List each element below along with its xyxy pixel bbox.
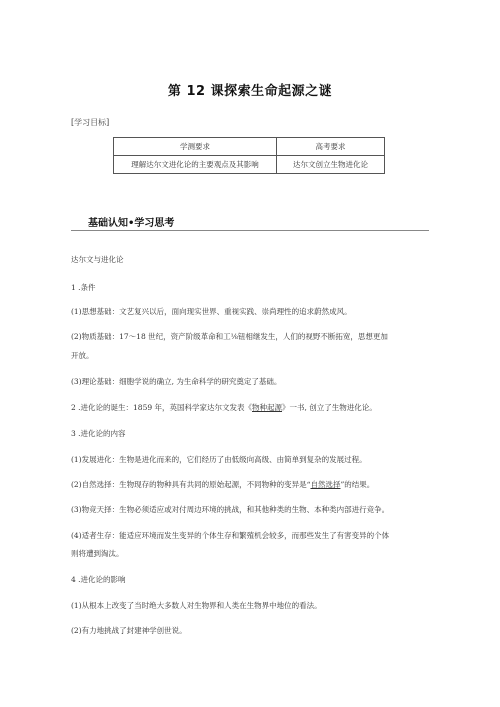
table-header-cell: 学测要求 bbox=[114, 138, 277, 156]
paragraph: (1)从根本上改变了当时绝大多数人对生物界和人类在生物界中地位的看法。 bbox=[71, 601, 322, 610]
page-title: 第 12 课探索生命起源之谜 bbox=[167, 84, 333, 99]
paragraph: 则将遭到淘汰。 bbox=[71, 549, 124, 558]
section-heading: 基础认知•学习思考 bbox=[88, 218, 175, 229]
key-term: 自然选择 bbox=[310, 480, 341, 489]
text-span: 2 .进化论的诞生：1859 年，英国科学家达尔文发表《 bbox=[71, 403, 253, 412]
paragraph: (3)理论基础：细胞学说的确立, 为生命科学的研究奠定了基础。 bbox=[71, 377, 282, 386]
book-title: 物种起源 bbox=[252, 403, 283, 412]
paragraph bbox=[71, 478, 433, 492]
requirements-table bbox=[113, 137, 385, 174]
item-heading: 4 .进化论的影响 bbox=[71, 575, 126, 584]
paragraph: (4)适者生存：能适应环境而发生变异的个体生存和繁殖机会较多，而那些发生了有害变异的个体 bbox=[71, 531, 390, 540]
item-heading bbox=[71, 401, 433, 415]
item-heading: 1 .条件 bbox=[71, 283, 96, 292]
table-cell: 达尔文创立生物进化论 bbox=[277, 156, 385, 174]
table-row bbox=[114, 156, 385, 174]
table-cell: 理解达尔文进化论的主要观点及其影响 bbox=[114, 156, 277, 174]
text-span: (2)自然选择：生物现存的物种具有共同的原始起源，不同物种的变异是“ bbox=[71, 480, 311, 489]
topic-heading: 达尔文与进化论 bbox=[71, 255, 124, 264]
learning-goal-label: [学习目标] bbox=[71, 118, 110, 127]
paragraph: (2)物质基础：17〜18 世纪，资产阶级革命和工⅛钮相继发生，人们的视野不断拓宽，思想更加 bbox=[71, 332, 388, 341]
text-span: ”的结果。 bbox=[340, 480, 375, 489]
paragraph: (1)思想基础：文艺复兴以后，面向现实世界、重视实践、崇尚理性的追求蔚然成风。 bbox=[71, 307, 352, 316]
section-divider bbox=[71, 230, 429, 231]
paragraph: (2)有力地挑战了封建神学创世说。 bbox=[71, 626, 187, 635]
paragraph: (1)发展进化：生物是进化而来的，它们经历了由低级向高级、由简单到复杂的发展过程。 bbox=[71, 455, 367, 464]
text-span: 》一书, 创立了生物进化论。 bbox=[282, 403, 377, 412]
paragraph: 开放。 bbox=[71, 351, 94, 360]
table-header-row bbox=[114, 138, 385, 156]
item-heading: 3 .进化论的内容 bbox=[71, 429, 126, 438]
table-header-cell: 高考要求 bbox=[277, 138, 385, 156]
paragraph: (3)物竞天择：生物必须适应或对付周边环境的挑战，和其他种类的生物、本种类内部进行竞争。 bbox=[71, 505, 390, 514]
